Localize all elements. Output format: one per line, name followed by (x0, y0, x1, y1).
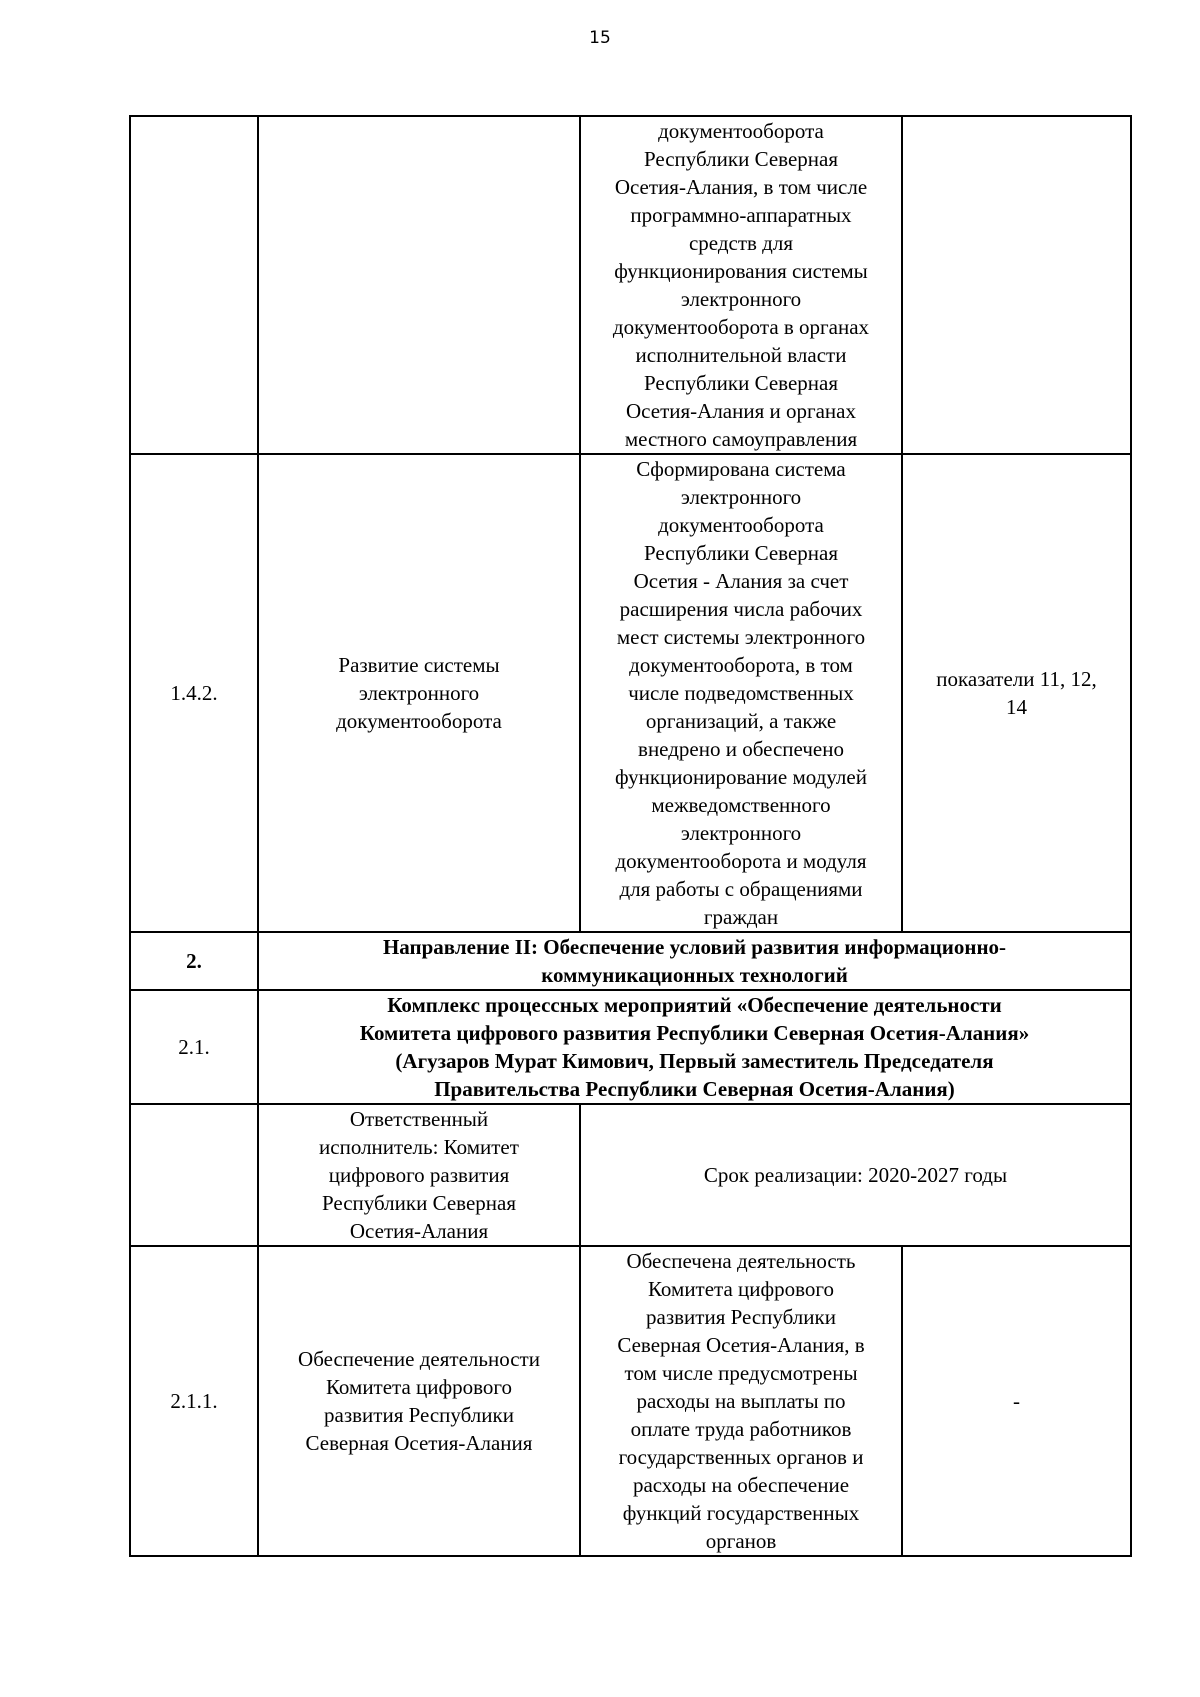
cell-name (258, 116, 580, 454)
cell-number (130, 1104, 258, 1246)
section-title: Комплекс процессных мероприятий «Обеспечение деятельности Комитета цифрового развития Республики Северная Осетия-Алания» (Агузаров Мурат Кимович, Первый заместитель Председателя Правительства Республики Северная Осетия-Алания) (258, 990, 1131, 1104)
cell-result: документооборота Республики Северная Осетия-Алания, в том числе программно-аппаратных средств для функционирования системы электронного документооборота в органах исполнительной власти Республики Северная Осетия-Алания и органах местного самоуправления (580, 116, 902, 454)
program-measures-table (129, 115, 1132, 1557)
implementation-period: Срок реализации: 2020-2027 годы (580, 1104, 1131, 1246)
table-row (130, 116, 1131, 454)
section-heading-row (130, 932, 1131, 990)
table-row (130, 1246, 1131, 1556)
table-row (130, 454, 1131, 932)
cell-number (130, 116, 258, 454)
cell-name: Развитие системы электронного документооборота (258, 454, 580, 932)
section-heading-row (130, 990, 1131, 1104)
cell-name: Обеспечение деятельности Комитета цифрового развития Республики Северная Осетия-Алания (258, 1246, 580, 1556)
section-number: 2.1. (130, 990, 258, 1104)
responsible-row (130, 1104, 1131, 1246)
page-number: 15 (589, 28, 611, 48)
responsible-executor: Ответственный исполнитель: Комитет цифрового развития Республики Северная Осетия-Алания (258, 1104, 580, 1246)
cell-indicators: - (902, 1246, 1131, 1556)
cell-indicators (902, 116, 1131, 454)
cell-number: 1.4.2. (130, 454, 258, 932)
cell-number: 2.1.1. (130, 1246, 258, 1556)
section-number: 2. (130, 932, 258, 990)
cell-result: Обеспечена деятельность Комитета цифрового развития Республики Северная Осетия-Алания, в том числе предусмотрены расходы на выплаты по оплате труда работников государственных органов и расходы на обеспечение функций государственных органов (580, 1246, 902, 1556)
section-title: Направление II: Обеспечение условий развития информационно- коммуникационных технологий (258, 932, 1131, 990)
cell-indicators: показатели 11, 12, 14 (902, 454, 1131, 932)
cell-result: Сформирована система электронного документооборота Республики Северная Осетия - Алания за счет расширения числа рабочих мест системы электронного документооборота, в том числе подведомственных организаций, а также внедрено и обеспечено функционирование модулей межведомственного электронного документооборота и модуля для работы с обращениями граждан (580, 454, 902, 932)
